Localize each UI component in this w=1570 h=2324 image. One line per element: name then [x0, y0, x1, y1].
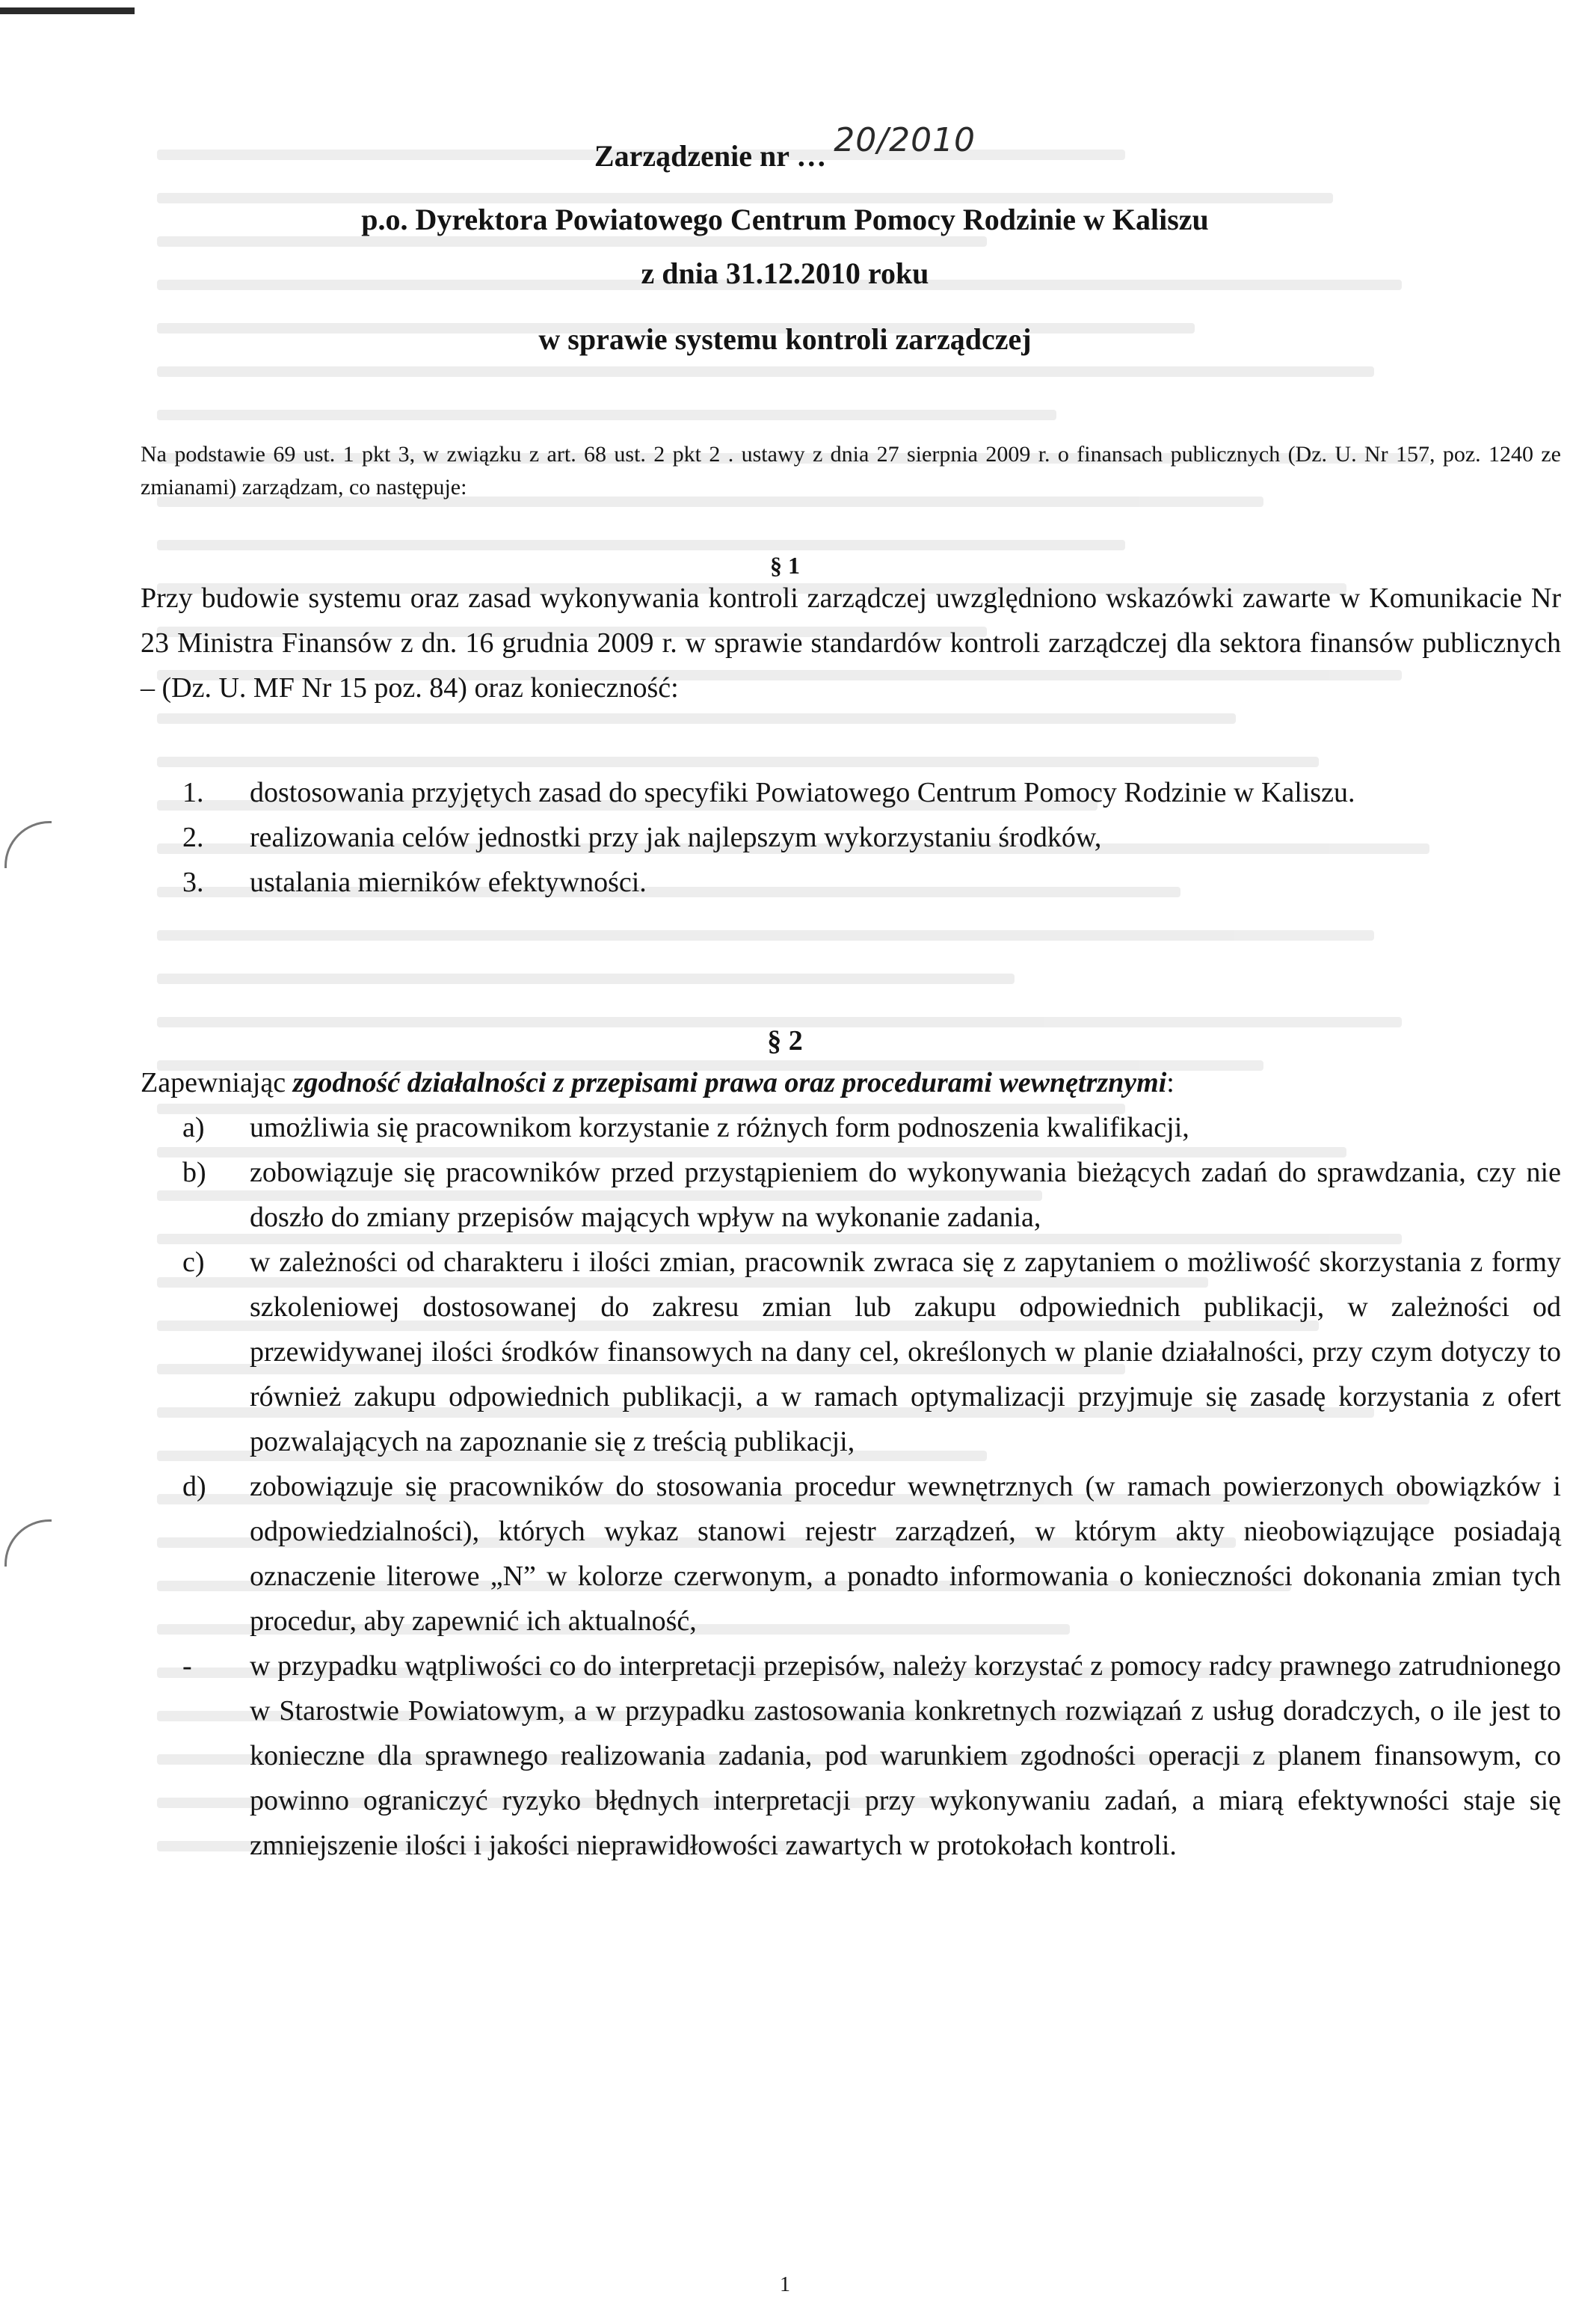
section-2-heading: § 2: [767, 1025, 803, 1057]
section-2-intro: [141, 1060, 1561, 1105]
issuer-line: p.o. Dyrektora Powiatowego Centrum Pomocy Rodzinie w Kaliszu: [361, 203, 1209, 236]
list-item-text: w zależności od charakteru i ilości zmian, pracownik zwraca się z zapytaniem o możliwość skorzystania z formy szkoleniowej dostosowanej do zakresu zmian lub zakupu odpowiednich publikacji, w zależności od przewidywanej ilości środków finansowych na dany cel, określonych w planie działalności, przy czym dotyczy to również zakupu odpowiednich publikacji, a w ramach optymalizacji przyjmuje się zasadę korzystania z ofert pozwalających na zapoznanie się z treścią publikacji,: [250, 1246, 1561, 1457]
list-item: [141, 860, 1561, 905]
title-dots: …: [796, 139, 827, 173]
subject-line: w sprawie systemu kontroli zarządczej: [538, 322, 1032, 356]
list-item: [141, 1240, 1561, 1464]
title-prefix: Zarządzenie nr: [594, 139, 789, 173]
section-2-list: [141, 1105, 1561, 1868]
list-item: [141, 770, 1561, 815]
list-item-text: ustalania mierników efektywności.: [250, 867, 647, 898]
list-item-text: zobowiązuje się pracowników przed przystąpieniem do wykonywania bieżących zadań do sprawdzania, czy nie doszło do zmiany przepisów mających wpływ na wykonanie zadania,: [250, 1157, 1561, 1233]
scan-artifact: [0, 7, 135, 14]
list-marker: -: [182, 1650, 192, 1682]
section-1-list: [141, 770, 1561, 905]
punch-hole-mark-upper: [4, 821, 52, 868]
document-title: [0, 121, 1570, 174]
section-1-text: Przy budowie systemu oraz zasad wykonywania kontroli zarządczej uwzględniono wskazówki zawarte w Komunikacie Nr 23 Ministra Finansów z dn. 16 grudnia 2009 r. w sprawie standardów kontroli zarządczej dla sektora finansów publicznych – (Dz. U. MF Nr 15 poz. 84) oraz konieczność:: [141, 582, 1561, 704]
page-number: 1: [780, 2273, 790, 2296]
section-1-heading: § 1: [770, 552, 800, 579]
list-marker: a): [182, 1112, 205, 1143]
handwritten-number: 20/2010: [834, 121, 976, 159]
list-marker: d): [182, 1471, 206, 1502]
list-marker: 1.: [182, 777, 204, 808]
list-item: [141, 1105, 1561, 1150]
list-item: [141, 1150, 1561, 1240]
list-item: [141, 1464, 1561, 1644]
list-item-text: umożliwia się pracownikom korzystanie z różnych form podnoszenia kwalifikacji,: [250, 1112, 1189, 1143]
list-marker: 2.: [182, 822, 204, 853]
list-item-text: w przypadku wątpliwości co do interpretacji przepisów, należy korzystać z pomocy radcy prawnego zatrudnionego w Starostwie Powiatowym, a w przypadku zastosowania konkretnych rozwiązań z usług doradczych, o ile jest to konieczne dla sprawnego realizowania zadania, pod warunkiem zgodności operacji z planem finansowym, co powinno ograniczyć ryzyko błędnych interpretacji przy wykonywaniu zadań, a miarą efektywności staje się zmniejszenie ilości i jakości nieprawidłowości zawartych w protokołach kontroli.: [250, 1650, 1561, 1861]
list-item-text: realizowania celów jednostki przy jak najlepszym wykorzystaniu środków,: [250, 822, 1102, 853]
list-item: [141, 815, 1561, 860]
legal-basis-paragraph: Na podstawie 69 ust. 1 pkt 3, w związku z art. 68 ust. 2 pkt 2 . ustawy z dnia 27 sierpnia 2009 r. o finansach publicznych (Dz. U. Nr 157, poz. 1240 ze zmianami) zarządzam, co następuje:: [141, 442, 1561, 499]
list-marker: c): [182, 1246, 205, 1278]
date-line: z dnia 31.12.2010 roku: [641, 256, 929, 290]
section-2-intro-plain: Zapewniając: [141, 1067, 293, 1098]
list-marker: b): [182, 1157, 206, 1188]
list-marker: 3.: [182, 867, 204, 898]
list-item-text: zobowiązuje się pracowników do stosowania procedur wewnętrznych (w ramach powierzonych obowiązków i odpowiedzialności), których wykaz stanowi rejestr zarządzeń, w którym akty nieobowiązujące posiadają oznaczenie literowe „N” w kolorze czerwonym, a ponadto informowania o konieczności dokonania zmian tych procedur, aby zapewnić ich aktualność,: [250, 1471, 1561, 1637]
section-2-intro-end: :: [1166, 1067, 1175, 1098]
punch-hole-mark-lower: [4, 1519, 52, 1567]
section-2-intro-emphasis: zgodność działalności z przepisami prawa oraz procedurami wewnętrznymi: [292, 1067, 1167, 1098]
list-item: [141, 1644, 1561, 1868]
list-item-text: dostosowania przyjętych zasad do specyfiki Powiatowego Centrum Pomocy Rodzinie w Kaliszu.: [250, 777, 1355, 808]
